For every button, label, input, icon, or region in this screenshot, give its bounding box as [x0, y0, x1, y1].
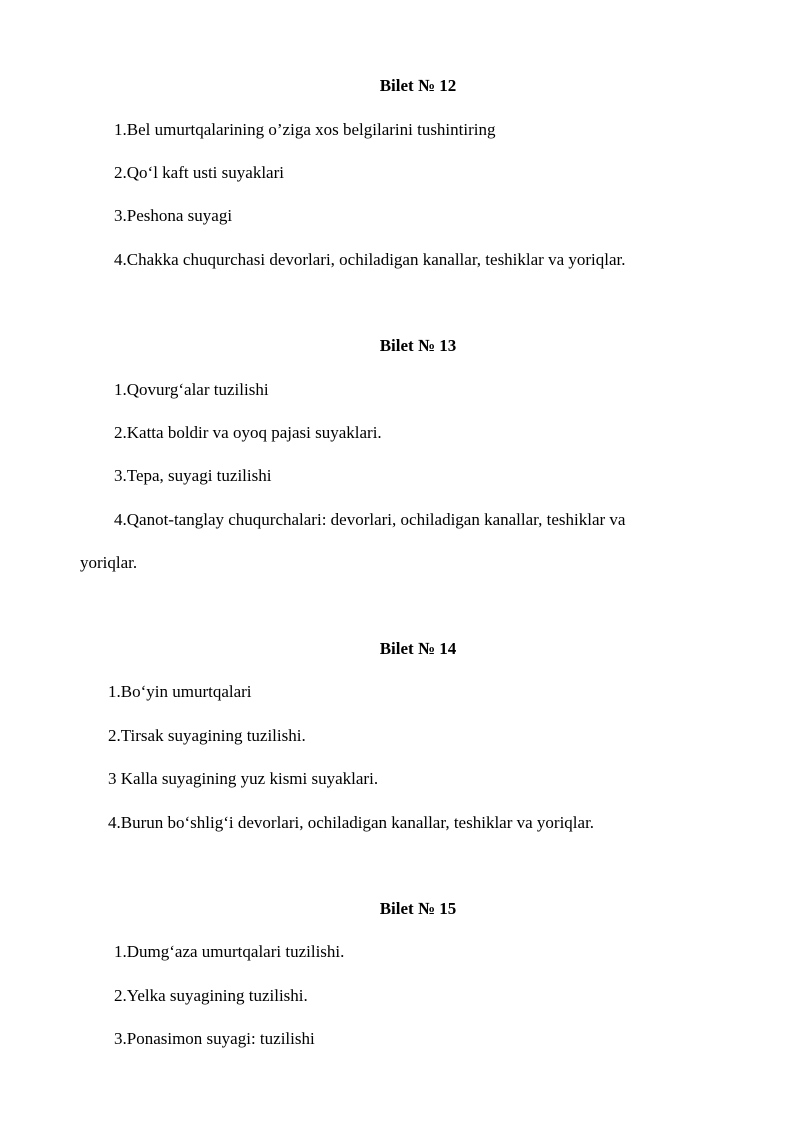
ticket-title-15: Bilet № 15 — [379, 899, 457, 918]
ticket-14-question-4: 4.Burun bo‘shlig‘i devorlari, ochiladigan kanallar, teshiklar va yoriqlar. — [108, 813, 595, 832]
ticket-14-question-1: 1.Bo‘yin umurtqalari — [108, 682, 252, 701]
ticket-12-question-2: 2.Qo‘l kaft usti suyaklari — [114, 163, 284, 182]
ticket-15-question-2: 2.Yelka suyagining tuzilishi. — [114, 986, 308, 1005]
ticket-title-13: Bilet № 13 — [379, 336, 457, 355]
ticket-12-question-3: 3.Peshona suyagi — [114, 206, 233, 225]
ticket-14-question-3: 3 Kalla suyagining yuz kismi suyaklari. — [108, 769, 379, 788]
ticket-12-question-4: 4.Chakka chuqurchasi devorlari, ochiladigan kanallar, teshiklar va yoriqlar. — [114, 250, 626, 269]
ticket-13-question-4-continued: yoriqlar. — [80, 553, 138, 572]
ticket-15-question-1: 1.Dumg‘aza umurtqalari tuzilishi. — [114, 942, 345, 961]
ticket-title-14: Bilet № 14 — [379, 639, 457, 658]
ticket-title-12: Bilet № 12 — [379, 76, 457, 95]
ticket-13-question-2: 2.Katta boldir va oyoq pajasi suyaklari. — [114, 423, 382, 442]
ticket-13-question-1: 1.Qovurg‘alar tuzilishi — [114, 380, 269, 399]
ticket-13-question-3: 3.Tepa, suyagi tuzilishi — [114, 466, 272, 485]
ticket-15-question-3: 3.Ponasimon suyagi: tuzilishi — [114, 1029, 315, 1048]
ticket-13-question-4: 4.Qanot-tanglay chuqurchalari: devorlari, ochiladigan kanallar, teshiklar va — [114, 510, 626, 529]
ticket-12-question-1: 1.Bel umurtqalarining o’ziga xos belgilarini tushintiring — [114, 120, 496, 139]
ticket-14-question-2: 2.Tirsak suyagining tuzilishi. — [108, 726, 306, 745]
